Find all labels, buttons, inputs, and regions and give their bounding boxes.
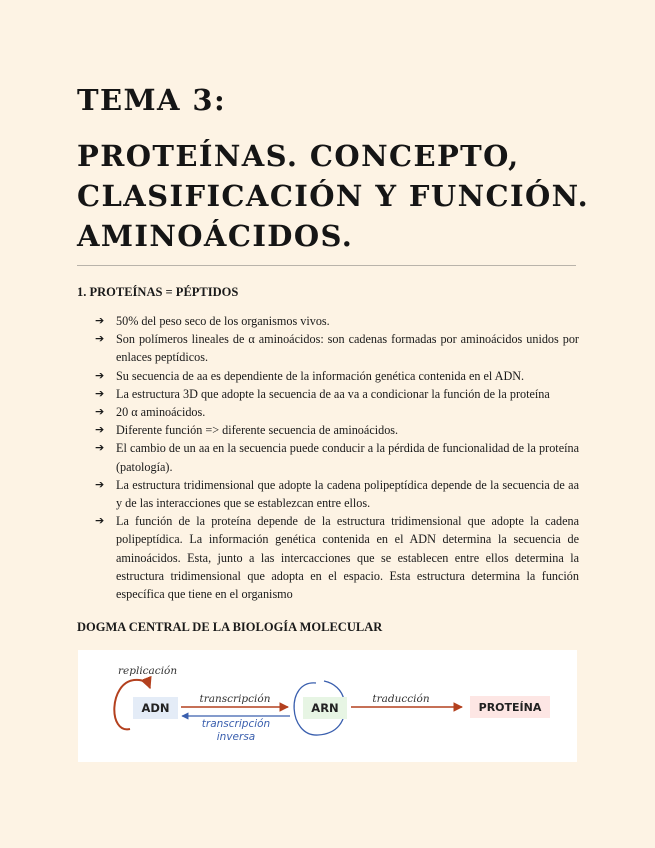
central-dogma-diagram [78,650,577,762]
arrow-bullet-icon: ➔ [95,423,105,437]
arrow-bullet-icon: ➔ [95,368,105,382]
arrow-bullet-icon: ➔ [95,477,105,491]
bullet-item: ➔ El cambio de un aa en la secuencia puede conducir a la pérdida de funcionalidad de la proteína (patología). [95,441,579,474]
bullet-item: ➔ La estructura 3D que adopte la secuencia de aa va a condicionar la función de la proteína [95,385,579,403]
central-dogma-svg [78,650,577,762]
bullet-item: ➔ 50% del peso seco de los organismos vivos. [95,312,579,330]
arrow-bullet-icon: ➔ [95,441,105,455]
arrow-bullet-icon: ➔ [95,386,105,400]
page-title-line1: TEMA 3: [77,83,227,117]
bullet-item: ➔ Diferente función => diferente secuencia de aminoácidos. [95,421,579,439]
reverse-transcription-label-2: inversa [216,731,256,743]
proteina-label: PROTEÍNA [478,701,542,714]
bullet-item: ➔ 20 α aminoácidos. [95,403,579,421]
title-divider [77,265,576,266]
arrow-bullet-icon: ➔ [95,514,105,528]
bullet-list [95,312,579,603]
bullet-item: ➔ Son polímeros lineales de α aminoácidos: son cadenas formadas por aminoácidos unidos por enlaces peptídicos. [95,332,579,365]
bullet-item: ➔ La función de la proteína depende de la estructura tridimensional que adopte la cadena polipeptídica. La información genética contenida en el ADN determina la secuencia de aminoácidos. Esta, junto a las intercacciones que se establecen entre ellos determina la estructura tridimensional que adopta en el espacio. Esta estructura determina la función específica que tiene en el organismo [95,514,579,602]
page-title-line2: PROTEÍNAS. CONCEPTO, CLASIFICACIÓN Y FUNCIÓN. AMINOÁCIDOS. [77,139,590,253]
arn-label: ARN [311,701,339,715]
adn-label: ADN [141,701,170,715]
arrow-bullet-icon: ➔ [95,332,105,346]
bullet-item: ➔ La estructura tridimensional que adopte la cadena polipeptídica depende de la secuencia de aa y de las interacciones que se establezcan entre ellos. [95,477,579,511]
arrow-bullet-icon: ➔ [95,405,105,419]
arrow-bullet-icon: ➔ [95,314,105,327]
section2-heading: DOGMA CENTRAL DE LA BIOLOGÍA MOLECULAR [77,620,383,634]
section1-heading: 1. PROTEÍNAS = PÉPTIDOS [77,285,239,299]
replication-label: replicación [118,665,178,677]
reverse-transcription-label-1: transcripción [201,718,271,730]
transcription-label: transcripción [199,693,271,705]
translation-label: traducción [372,693,430,705]
bullet-item: ➔ Su secuencia de aa es dependiente de la información genética contenida en el ADN. [95,367,579,385]
